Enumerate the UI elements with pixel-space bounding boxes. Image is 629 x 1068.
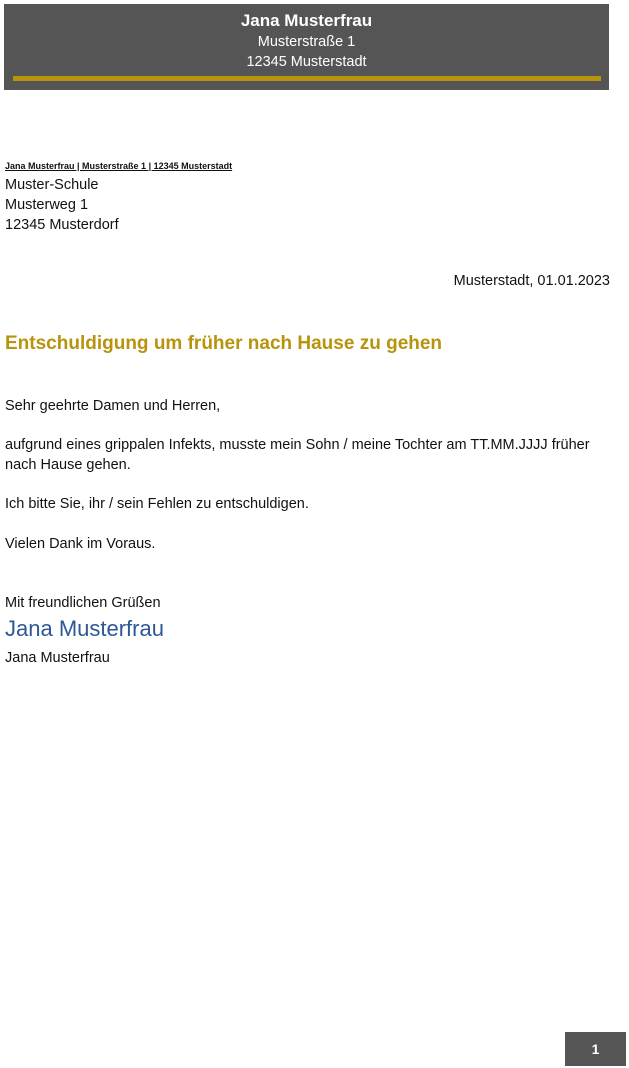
letter-paragraph-3: Vielen Dank im Voraus. [5, 536, 156, 552]
letter-closing: Mit freundlichen Grüßen [5, 595, 161, 611]
sender-return-address: Jana Musterfrau | Musterstraße 1 | 12345 Musterstadt [5, 161, 233, 171]
letter-paragraph-2: Ich bitte Sie, ihr / sein Fehlen zu entschuldigen. [5, 496, 309, 512]
page-number-badge: 1 [565, 1032, 626, 1066]
signer-name: Jana Musterfrau [5, 650, 110, 666]
letterhead-city: 12345 Musterstadt [246, 54, 367, 70]
letterhead-accent-bar [13, 76, 601, 81]
handwritten-signature: Jana Musterfrau [5, 616, 164, 641]
letterhead-street: Musterstraße 1 [257, 34, 356, 50]
letterhead [4, 4, 609, 90]
recipient-address [5, 175, 119, 235]
recipient-line-2: Musterweg 1 [5, 197, 89, 213]
recipient-line-3: 12345 Musterdorf [5, 217, 119, 233]
recipient-line-1: Muster-Schule [5, 177, 99, 193]
letter-subject: Entschuldigung um früher nach Hause zu gehen [5, 333, 443, 354]
letter-salutation: Sehr geehrte Damen und Herren, [5, 398, 221, 414]
letter-paragraph-1: aufgrund eines grippalen Infekts, musste mein Sohn / meine Tochter am TT.MM.JJJJ früher nach Hause gehen. [5, 437, 590, 473]
letterhead-name: Jana Musterfrau [240, 11, 373, 30]
letter-date: Musterstadt, 01.01.2023 [453, 273, 610, 289]
